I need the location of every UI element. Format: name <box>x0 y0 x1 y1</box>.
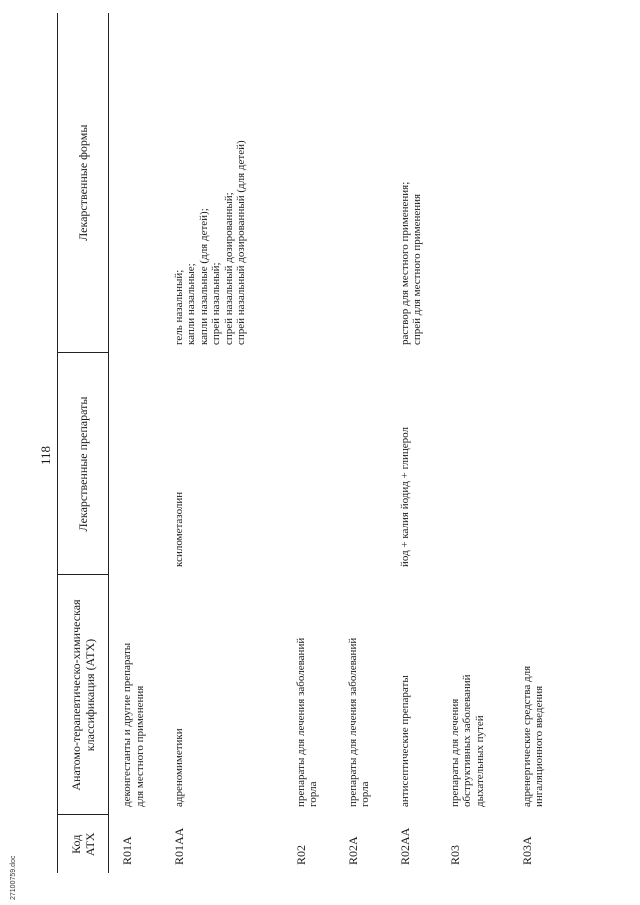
drug-forms <box>161 13 283 353</box>
classification-line: антисептические препараты <box>398 675 411 807</box>
header-forms: Лекарственные формы <box>58 13 109 353</box>
atx-classification <box>335 575 387 815</box>
header-classification <box>58 575 109 815</box>
document-footer: 27100759.doc <box>10 855 17 900</box>
drug-forms <box>335 13 387 353</box>
drug-form-line: раствор для местного применения; <box>398 181 411 345</box>
drug-name <box>437 353 509 575</box>
atx-code: R01A <box>120 836 134 865</box>
classification-line: дыхательных путей <box>473 715 486 807</box>
classification-line: горла <box>307 781 319 807</box>
classification-line: ингаляционного введения <box>533 685 545 807</box>
table-row <box>509 13 561 873</box>
header-drugs: Лекарственные препараты <box>58 353 109 575</box>
drug-forms <box>109 13 161 353</box>
atx-classification <box>387 575 437 815</box>
atx-code: R03A <box>519 836 534 865</box>
table-body <box>109 13 561 873</box>
drug-forms <box>437 13 509 353</box>
atx-classification <box>509 575 561 815</box>
drug-form-line: капли назальные; <box>185 263 197 345</box>
header-classification-line: классификация (АТХ) <box>83 638 97 752</box>
atx-classification <box>109 575 161 815</box>
atx-classification <box>283 575 335 815</box>
table-row <box>283 13 335 873</box>
header-classification-line: Анатомо-терапевтическо-химическая <box>69 599 83 791</box>
table-row <box>387 13 437 873</box>
atx-code: R02 <box>293 844 308 865</box>
atx-code: R03 <box>447 844 462 865</box>
drug-forms <box>283 13 335 353</box>
atx-code: R01AA <box>171 827 186 865</box>
drug-name <box>509 353 561 575</box>
drug-forms <box>387 13 437 353</box>
atx-classification <box>437 575 509 815</box>
classification-line: препараты для лечения заболеваний <box>294 637 307 807</box>
drug-form-line: капли назальные (для детей); <box>197 208 210 345</box>
classification-line: препараты для лечения <box>448 698 461 807</box>
classification-line: деконгестанты и другие препараты <box>121 642 133 807</box>
classification-line: препараты для лечения заболеваний <box>346 637 359 807</box>
atx-code: R02A <box>345 836 360 865</box>
drug-form-line: спрей назальный; <box>210 262 222 345</box>
drug-forms <box>509 13 561 353</box>
classification-line: для местного применения <box>133 685 146 807</box>
classification-line: адренергические средства для <box>520 665 533 807</box>
classification-line: адреномиметики <box>172 728 185 807</box>
header-code: Код АТХ <box>58 815 109 873</box>
drug-name <box>109 353 161 575</box>
header-row <box>58 13 109 873</box>
drug-form-line: спрей назальный дозированный (для детей) <box>235 140 247 345</box>
drug-name <box>283 353 335 575</box>
table-row <box>335 13 387 873</box>
atx-classification <box>161 575 283 815</box>
drug-name: йод + калия йодид + глицерол <box>398 426 411 567</box>
atx-table <box>57 13 561 873</box>
classification-line: горла <box>359 781 371 807</box>
drug-name: ксилометазолин <box>172 491 185 567</box>
table-row <box>109 13 161 873</box>
drug-form-line: гель назальный; <box>172 269 185 345</box>
drug-form-line: спрей назальный дозированный; <box>222 192 235 345</box>
table-row <box>161 13 283 873</box>
drug-name <box>335 353 387 575</box>
table-header <box>58 13 109 873</box>
table-row <box>437 13 509 873</box>
page-number: 118 <box>38 445 53 465</box>
atx-code: R02AA <box>397 827 412 865</box>
drug-form-line: спрей для местного применения <box>411 193 423 345</box>
classification-line: обструктивных заболеваний <box>461 674 473 807</box>
